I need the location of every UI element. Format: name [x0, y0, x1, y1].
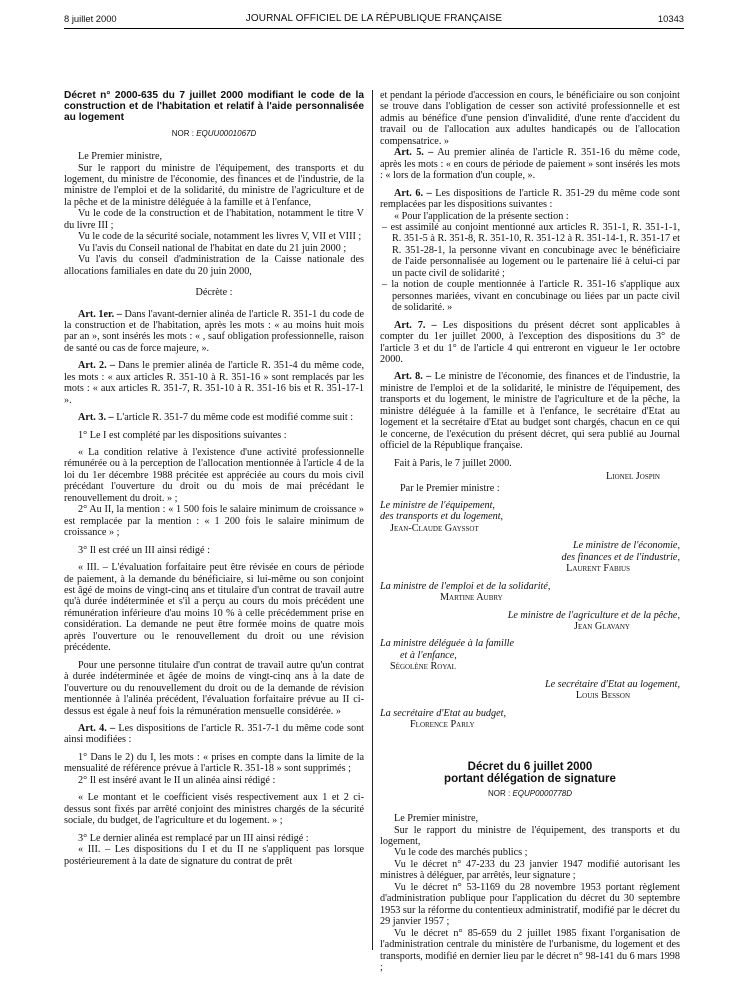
- article-text: L'article R. 351-7 du même code est modifié comme suit :: [116, 412, 354, 424]
- article-7: [380, 320, 680, 366]
- continued-text: et pendant la période d'accession en cours, le bénéficiaire ou son conjoint se trouve dans l'obligation de cesser son activité professionnelle et est admis au bénéfice d'une pension d'invalidité, d'une rente d'accident du travail ou de l'allocation aux adultes handicapés ou de l'allocation compensatrice. »: [380, 90, 680, 147]
- signatory-name: Jean Glavany: [573, 621, 630, 633]
- intro-para: Vu l'avis du conseil d'administration de la Caisse nationale des allocations familiales en date du 20 juin 2000,: [64, 254, 364, 277]
- article-8: [380, 371, 680, 451]
- article-label: Art. 4. –: [78, 723, 116, 734]
- article-quote: « Pour l'application de la présente section :: [394, 210, 569, 222]
- intro-para: Vu le code de la sécurité sociale, notamment les livres V, VII et VIII ;: [78, 231, 362, 243]
- article-2: [64, 360, 364, 406]
- article-text: Les dispositions du présent décret sont applicables à compter du 1er juillet 2000, à l'exception des dispositions du 3° de l'article 3 et du 1° de l'article 4 qui entreront en vigueur le 1er octobre 2000.: [380, 319, 681, 365]
- signatory-intro: Par le Premier ministre :: [400, 482, 500, 494]
- nor-label: NOR :: [487, 788, 511, 798]
- header-rule: [64, 28, 684, 29]
- article-label: Art. 1er. –: [78, 308, 122, 320]
- signatory-title: La ministre de l'emploi et de la solidarité,: [380, 580, 551, 592]
- signatory-title: des transports et du logement,: [380, 511, 504, 523]
- signed-at: Fait à Paris, le 7 juillet 2000.: [394, 457, 512, 469]
- nor-reference: [380, 788, 680, 799]
- nor-reference: [64, 128, 364, 139]
- signatory-title: Le ministre de l'agriculture et de la pêche,: [507, 609, 680, 621]
- list-item: – la notion de couple mentionnée à l'article R. 351-16 s'applique aux personnes mariées, vivant en concubinage ou liées par un pacte civil de solidarité. »: [382, 279, 680, 314]
- signatory-title: Le ministre de l'équipement,: [380, 499, 495, 511]
- article-quote: Pour une personne titulaire d'un contrat de travail autre qu'un contrat à durée indéterminée et âgée de moins de vingt-cinq ans à la date de l'ouverture ou du renouvellement du droit ou de la demande de révision mentionnée à l'alinéa précédent, l'évaluation forfaitaire prévue au II ci-dessus est égale à neuf fois la rémunération mensuelle considérée. »: [64, 659, 364, 717]
- article-text: Les dispositions de l'article R. 351-29 du même code sont remplacées par les dispositions suivantes :: [380, 187, 681, 211]
- intro-para: Vu le décret n° 53-1169 du 28 novembre 1953 portant règlement d'administration publique pour l'application du décret du 30 septembre 1953 sur la réforme du contentieux administratif, modifié par le décret du 29 janvier 1957 ;: [380, 881, 680, 928]
- article-label: Art. 5. –: [394, 147, 434, 159]
- signatory-name: Louis Besson: [575, 690, 630, 702]
- right-column: [380, 90, 680, 973]
- article-quote: « III. – Les dispositions du I et du II ne s'appliquent pas lorsque postérieurement à la date de signature du contrat de prêt: [64, 844, 364, 867]
- intro-para: Vu le décret n° 85-659 du 2 juillet 1985 fixant l'organisation de l'administration centrale du ministère de l'urbanisme, du logement et des transports, modifié en dernier lieu par le décret n° 98-141 du 6 mars 1998 ;: [380, 927, 680, 973]
- article-para: 2° Au II, la mention : « 1 500 fois le salaire minimum de croissance » est remplacée par la mention : « 1 200 fois le salaire minimum de croissance » ;: [64, 504, 364, 539]
- article-para: 1° Dans le 2) du I, les mots : « prises en compte dans la limite de la mensualité de référence prévue à l'article R. 351-18 » sont supprimés ;: [64, 751, 364, 775]
- article-para: 2° Il est inséré avant le II un alinéa ainsi rédigé :: [78, 774, 276, 786]
- article-1: [64, 309, 364, 355]
- article-quote: « La condition relative à l'existence d'une activité professionnelle rémunérée ou à la perception de l'allocation mentionnée à l'article 4 de la loi du 1er décembre 1988 précitée est appréciée au cours du mois civil précédant l'ouverture du droit ou du mois de mai précédant le renouvellement du droit. » ;: [64, 447, 364, 504]
- article-quote: « Le montant et le coefficient visés respectivement aux 1 et 2 ci-dessus sont fixés par arrêté conjoint des ministres chargés de la sécurité sociale, du budget, de l'agriculture et du logement. » ;: [64, 792, 364, 827]
- decree-title: Décret n° 2000-635 du 7 juillet 2000 modifiant le code de la construction et de l'habitation et relatif à l'aide personnalisée au logement: [64, 90, 364, 124]
- nor-label: NOR :: [171, 128, 194, 138]
- article-para: 3° Le dernier alinéa est remplacé par un III ainsi rédigé :: [78, 832, 309, 844]
- article-label: Art. 2. –: [78, 360, 115, 372]
- article-para: 3° Il est créé un III ainsi rédigé :: [78, 544, 210, 556]
- article-3: [64, 412, 364, 423]
- decree-title: Décret du 6 juillet 2000: [467, 760, 593, 773]
- signatory-name: Laurent Fabius: [566, 563, 630, 575]
- article-4: [64, 723, 364, 746]
- decree-subtitle: portant délégation de signature: [444, 773, 616, 786]
- page-header: [64, 13, 684, 27]
- intro-para: Vu le décret n° 47-233 du 23 janvier 1947 modifié autorisant les ministres à déléguer, par arrêtés, leur signature ;: [380, 858, 680, 882]
- article-para: 1° Le I est complété par les dispositions suivantes :: [78, 429, 287, 441]
- nor-code: EQUU0001067D: [196, 128, 257, 138]
- article-label: Art. 8. –: [394, 371, 432, 383]
- decrete-heading: Décrète :: [195, 287, 233, 299]
- signatory-name: Jean-Claude Gayssot: [390, 522, 479, 534]
- header-page-number: 10343: [657, 13, 684, 24]
- article-text: Dans le premier alinéa de l'article R. 351-4 du même code, les mots : « aux articles R. 351-10 à R. 351-16 » sont remplacés par les mots : « aux articles R. 351-7, R. 351-10 à R. 351-16 bis et R. 351-17-1 ».: [64, 360, 365, 406]
- article-quote: « III. – L'évaluation forfaitaire peut être révisée en cours de période de paiement, à la demande du bénéficiaire, si lui-même ou son conjoint est âgé de moins de vingt-cinq ans et titulaire d'un contrat de travail autre qu'à durée indéterminée et s'il a perçu au cours du mois précédent une rémunération inférieure d'au moins 10 % à celle précédemment prise en considération. La demande ne peut être formée moins de quatre mois après l'ouverture ou le renouvellement du droit ou une révision précédente.: [64, 562, 364, 654]
- signatory-title: Le ministre de l'économie,: [572, 540, 680, 552]
- signatory-title: La secrétaire d'Etat au budget,: [380, 707, 507, 719]
- signatory-name: Lionel Jospin: [606, 471, 660, 483]
- signatory-name: Ségolène Royal: [390, 661, 456, 673]
- column-divider: [372, 90, 373, 950]
- list-item: – est assimilé au conjoint mentionné aux articles R. 351-1, R. 351-1-1, R. 351-5 à R. 351-8, R. 351-10, R. 351-12 à R. 351-14-1, R. 351-17 et R. 351-28-1, la personne vivant en concubinage avec le bénéficiaire de l'aide personnalisée au logement ou le partenaire lié à celui-ci par un pacte civil de solidarité ;: [382, 221, 680, 279]
- article-6: [380, 188, 680, 211]
- intro-para: Vu le code des marchés publics ;: [394, 847, 528, 859]
- intro-para: Vu le code de la construction et de l'habitation, notamment le titre V du livre III ;: [64, 208, 364, 231]
- intro-para: Le Premier ministre,: [78, 151, 163, 163]
- article-text: Dans l'avant-dernier alinéa de l'article R. 351-1 du code de la construction et de l'habitation, après les mots : « au moins huit mois par an », sont insérés les mots : « , sauf obligation professionnelle, raison de santé ou cas de force majeure, ».: [64, 308, 364, 354]
- header-title: JOURNAL OFFICIEL DE LA RÉPUBLIQUE FRANÇAISE: [245, 13, 503, 24]
- signatory-name: Florence Parly: [410, 719, 475, 731]
- signatory-name: Martine Aubry: [440, 592, 503, 604]
- article-text: Le ministre de l'économie, des finances et de l'industrie, la ministre de l'emploi et de la solidarité, le ministre de l'équipement, des transports et du logement, le ministre de l'agriculture et de la pêche, la ministre déléguée à la famille et à l'enfance, le secrétaire d'Etat au logement et la secrétaire d'Etat au budget sont chargés, chacun en ce qui le concerne, de l'exécution du présent décret, qui sera publié au Journal officiel de la République française.: [380, 371, 680, 452]
- signatory-title: Le secrétaire d'Etat au logement,: [544, 678, 680, 690]
- article-label: Art. 7. –: [394, 319, 437, 331]
- article-text: Au premier alinéa de l'article R. 351-16 du même code, après les mots : « en cours de période de paiement » sont insérés les mots : « lors de la formation d'un couple, ».: [380, 147, 681, 182]
- article-label: Art. 6. –: [394, 187, 432, 199]
- nor-code: EQUP0000778D: [512, 788, 573, 798]
- signatory-title: et à l'enfance,: [400, 649, 457, 661]
- intro-para: Sur le rapport du ministre de l'équipement, des transports et du logement,: [380, 824, 680, 848]
- intro-para: Sur le rapport du ministre de l'équipement, des transports et du logement, du ministre de l'économie, des finances et de l'industrie, de la ministre de l'emploi et de la solidarité, du ministre de l'agriculture et de la pêche et de la ministre déléguée à la famille et à l'enfance,: [64, 162, 364, 208]
- intro-para: Vu l'avis du Conseil national de l'habitat en date du 21 juin 2000 ;: [78, 242, 347, 254]
- header-date: 8 juillet 2000: [64, 13, 117, 24]
- intro-para: Le Premier ministre,: [394, 813, 479, 825]
- article-label: Art. 3. –: [78, 412, 114, 424]
- article-5: [380, 147, 680, 181]
- article-text: Les dispositions de l'article R. 351-7-1 du même code sont ainsi modifiées :: [64, 723, 365, 746]
- left-column: [64, 90, 364, 867]
- signatory-title: des finances et de l'industrie,: [561, 551, 680, 563]
- signatory-title: La ministre déléguée à la famille: [380, 638, 515, 650]
